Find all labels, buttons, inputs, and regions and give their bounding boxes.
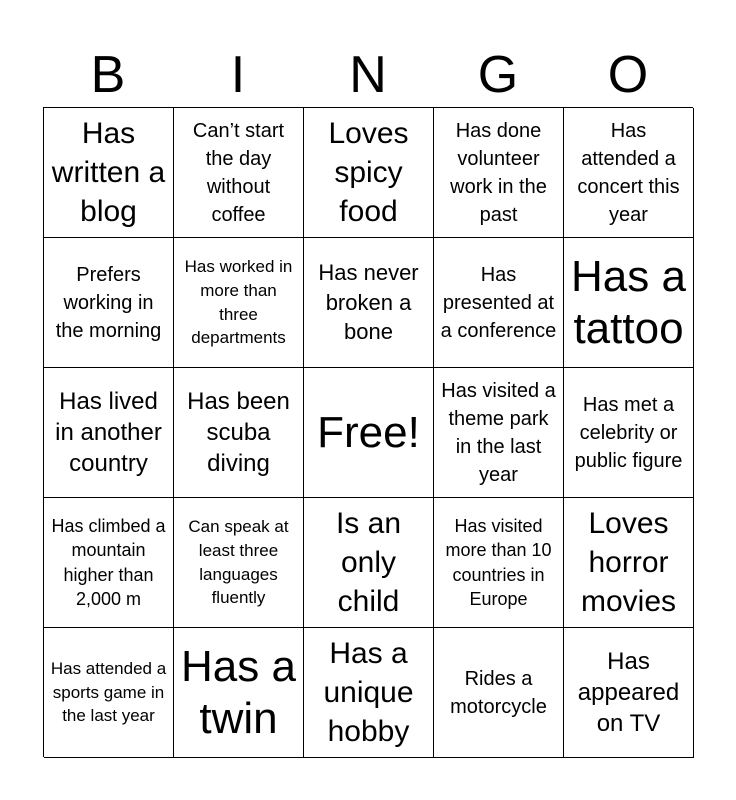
- bingo-cell[interactable]: [44, 108, 174, 238]
- cell-text: Has lived in another country: [55, 387, 162, 478]
- cell-text: Can speak at least three languages fluently: [188, 516, 289, 608]
- cell-text: Is an only child: [335, 507, 402, 618]
- cell-text: Has climbed a mountain higher than 2,000 m: [51, 515, 166, 609]
- bingo-cell[interactable]: [44, 628, 174, 758]
- cell-text: Has a twin: [181, 641, 296, 743]
- cell-text: Has done volunteer work in the past: [450, 119, 547, 226]
- cell-text: Has never broken a bone: [318, 259, 419, 345]
- bingo-cell[interactable]: [44, 238, 174, 368]
- bingo-cell[interactable]: [174, 238, 304, 368]
- bingo-cell[interactable]: [44, 498, 174, 628]
- header-letter-n: N: [349, 46, 387, 104]
- bingo-cell[interactable]: [304, 498, 434, 628]
- cell-text: Has a unique hobby: [323, 637, 414, 748]
- bingo-cell[interactable]: [304, 238, 434, 368]
- bingo-cell[interactable]: [564, 238, 694, 368]
- bingo-cell[interactable]: [174, 368, 304, 498]
- cell-text: Has appeared on TV: [577, 647, 680, 738]
- header-letter-o: O: [607, 46, 649, 104]
- cell-text: Has written a blog: [51, 117, 166, 228]
- cell-text: Has worked in more than three departments: [184, 256, 293, 348]
- bingo-cell[interactable]: [564, 498, 694, 628]
- cell-text: Loves horror movies: [580, 507, 677, 618]
- bingo-cell[interactable]: [434, 368, 564, 498]
- cell-text: Has visited more than 10 countries in Europe: [445, 515, 552, 609]
- cell-text: Has a tattoo: [571, 251, 686, 353]
- cell-text: Rides a motorcycle: [450, 667, 547, 718]
- bingo-board: [43, 107, 693, 757]
- cell-text: Prefers working in the morning: [55, 263, 162, 342]
- cell-text: Has presented at a conference: [440, 263, 557, 342]
- bingo-header: [43, 42, 693, 108]
- bingo-cell[interactable]: [44, 368, 174, 498]
- bingo-cell[interactable]: [304, 108, 434, 238]
- header-letter-i: I: [230, 46, 246, 104]
- bingo-cell[interactable]: [564, 628, 694, 758]
- cell-text: Has attended a concert this year: [577, 119, 680, 226]
- cell-text: Has attended a sports game in the last year: [50, 658, 167, 726]
- bingo-cell[interactable]: [564, 108, 694, 238]
- free-space-cell[interactable]: [304, 368, 434, 498]
- bingo-cell[interactable]: [434, 238, 564, 368]
- bingo-cell[interactable]: [434, 108, 564, 238]
- cell-text: Has visited a theme park in the last year: [441, 379, 556, 486]
- header-letter-g: G: [477, 46, 519, 104]
- cell-text: Can’t start the day without coffee: [192, 119, 285, 226]
- bingo-cell[interactable]: [174, 628, 304, 758]
- cell-text: Has been scuba diving: [187, 387, 290, 478]
- bingo-cell[interactable]: [434, 628, 564, 758]
- cell-text: Loves spicy food: [328, 117, 409, 228]
- bingo-cell[interactable]: [304, 628, 434, 758]
- cell-text: Has met a celebrity or public figure: [574, 393, 683, 472]
- bingo-cell[interactable]: [174, 108, 304, 238]
- bingo-cell[interactable]: [434, 498, 564, 628]
- bingo-cell[interactable]: [564, 368, 694, 498]
- free-space-text: Free!: [317, 407, 420, 457]
- header-letter-b: B: [90, 46, 126, 104]
- bingo-cell[interactable]: [174, 498, 304, 628]
